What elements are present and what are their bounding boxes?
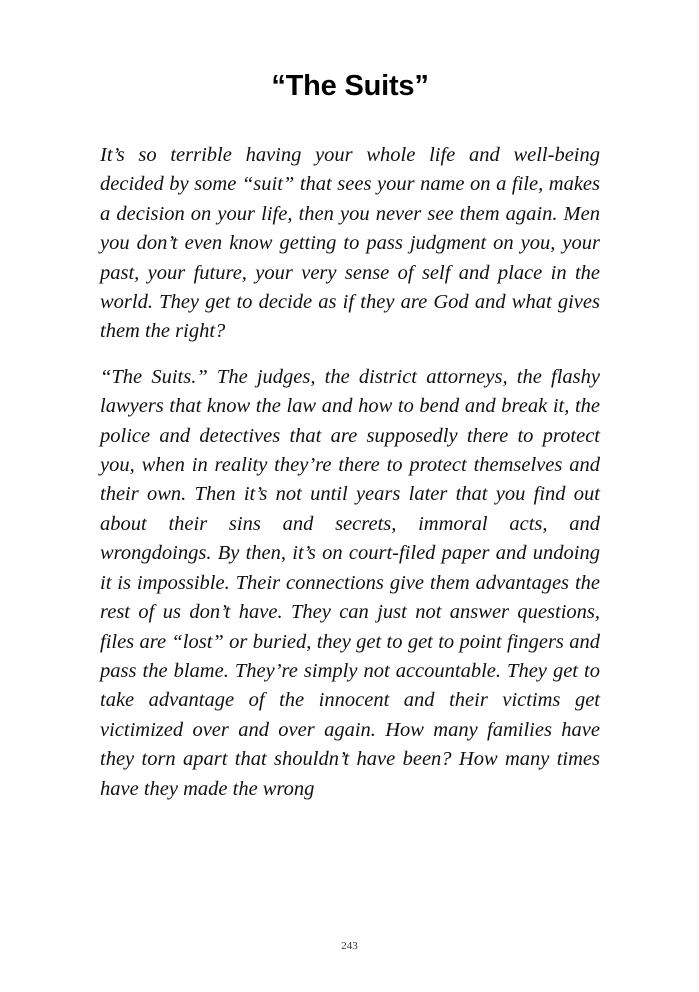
page-title: “The Suits” [271, 70, 429, 102]
page-number: 243 [341, 940, 358, 952]
body-paragraph: It’s so terrible having your whole life and well-being decided by some “suit” that sees your name on a file, makes a decision on your life, then you never see them again. Men you don’t even know getting to pass judgment on you, your past, your future, your very sense of self and place in the world. They get to decide as if they are God and what gives them the right? [100, 144, 600, 343]
page-content [100, 70, 600, 804]
body-paragraph: “The Suits.” The judges, the district attorneys, the flashy lawyers that know the law and how to bend and break it, the police and detectives that are supposedly there to protect you, when in reality they’re there to protect themselves and their own. Then it’s not until years later that you find out about their sins and secrets, immoral acts, and wrongdoings. By then, it’s on court-filed paper and undoing it is impossible. Their connections give them advantages the rest of us don’t have. They can just not answer questions, files are “lost” or buried, they get to get to point fingers and pass the blame. They’re simply not accountable. They get to take advantage of the innocent and their victims get victimized over and over again. How many families have they torn apart that shouldn’t have been? How many times have they made the wrong [100, 365, 600, 800]
